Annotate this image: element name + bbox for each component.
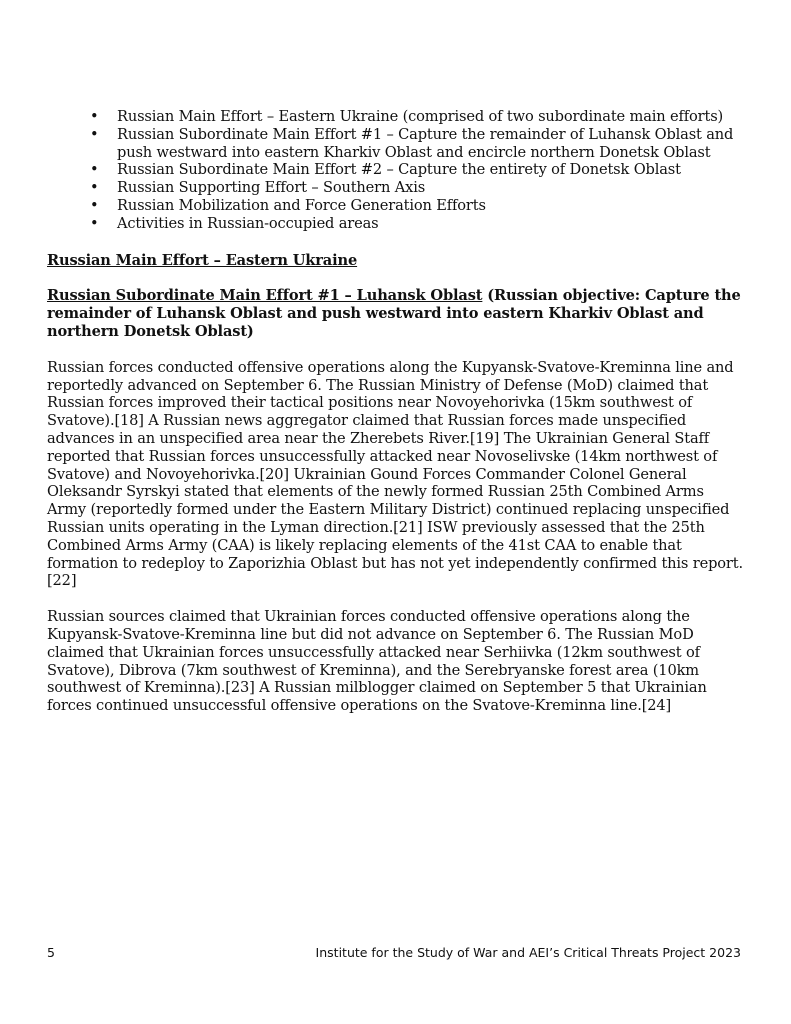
section-outline-list bbox=[47, 108, 747, 233]
list-item: • Russian Mobilization and Force Generation Efforts bbox=[47, 197, 747, 215]
list-item: • Russian Supporting Effort – Southern Axis bbox=[47, 179, 747, 197]
list-item: • Russian Subordinate Main Effort #2 – Capture the entirety of Donetsk Oblast bbox=[47, 161, 747, 179]
subsection-heading-objective: (Russian objective: Capture the remainder of Luhansk Oblast and push westward into eastern Kharkiv Oblast and northern Donetsk Oblast) bbox=[47, 287, 741, 340]
list-item: • Russian Subordinate Main Effort #1 – Capture the remainder of Luhansk Oblast and push westward into eastern Kharkiv Oblast and encircle northern Donetsk Oblast bbox=[47, 126, 747, 162]
section-heading: Russian Main Effort – Eastern Ukraine bbox=[47, 251, 358, 269]
body-paragraph: Russian forces conducted offensive operations along the Kupyansk-Svatove-Kreminna line and reportedly advanced on September 6. The Russian Ministry of Defense (MoD) claimed that Russian forces improved their tactical positions near Novoyehorivka (15km southwest of Svatove).[18] A Russian news aggregator claimed that Russian forces made unspecified advances in an unspecified area near the Zherebets River.[19] The Ukrainian General Staff reported that Russian forces unsuccessfully attacked near Novoselivske (14km northwest of Svatove) and Novoyehorivka.[20] Ukrainian Gound Forces Commander Colonel General Oleksandr Syrskyi stated that elements of the newly formed Russian 25th Combined Arms Army (reportedly formed under the Eastern Military District) continued replacing unspecified Russian units operating in the Lyman direction.[21] ISW previously assessed that the 25th Combined Arms Army (CAA) is likely replacing elements of the 41st CAA to enable that formation to redeploy to Zaporizhia Oblast but has not yet independently confirmed this report.[22] bbox=[47, 358, 743, 590]
page-content bbox=[47, 108, 747, 715]
list-item: • Activities in Russian-occupied areas bbox=[47, 215, 747, 233]
subsection-heading bbox=[47, 287, 747, 340]
subsection-heading-title: Russian Subordinate Main Effort #1 – Luhansk Oblast bbox=[47, 287, 483, 305]
body-paragraph: Russian sources claimed that Ukrainian forces conducted offensive operations along the Kupyansk-Svatove-Kreminna line but did not advance on September 6. The Russian MoD claimed that Ukrainian forces unsuccessfully attacked near Serhiivka (12km southwest of Svatove), Dibrova (7km southwest of Kreminna), and the Serebryanske forest area (10km southwest of Kreminna).[23] A Russian milblogger claimed on September 5 that Ukrainian forces continued unsuccessful offensive operations on the Svatove-Kreminna line.[24] bbox=[47, 608, 707, 715]
footer-credit: Institute for the Study of War and AEI’s Critical Threats Project 2023 bbox=[315, 945, 741, 960]
list-item: • Russian Main Effort – Eastern Ukraine (comprised of two subordinate main efforts) bbox=[47, 108, 747, 126]
page-number: 5 bbox=[47, 945, 55, 960]
